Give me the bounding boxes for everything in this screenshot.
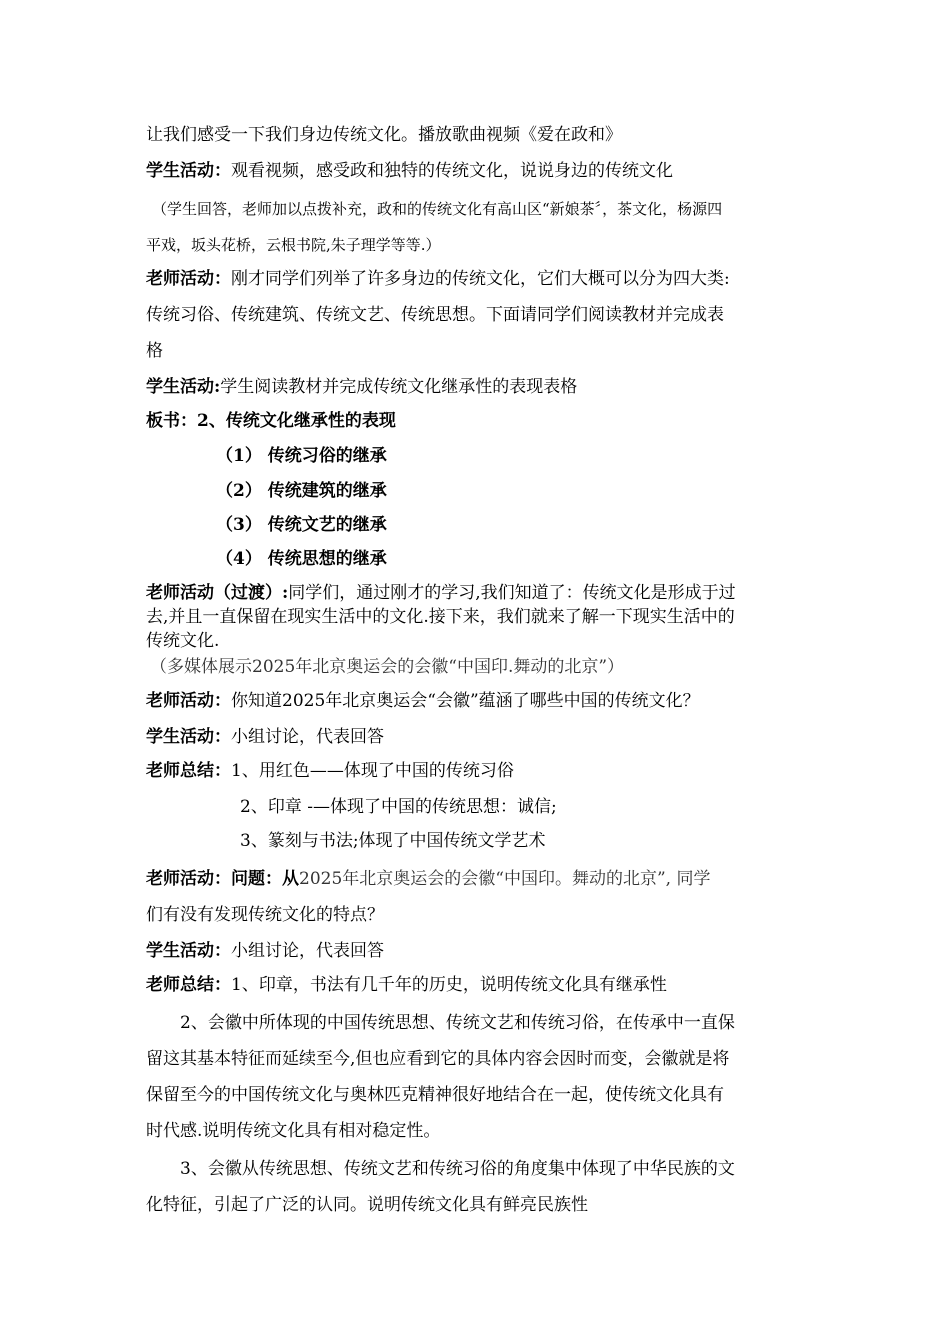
student-activity-line: 学生活动：小组讨论，代表回答	[146, 727, 384, 747]
text-line: 3、会徽从传统思想、传统文艺和传统习俗的角度集中体现了中华民族的文	[180, 1159, 735, 1179]
text-line: 化特征，引起了广泛的认同。说明传统文化具有鲜亮民族性	[146, 1195, 588, 1215]
line-label: 学生活动：	[146, 161, 231, 181]
line-label: 学生活动：	[146, 941, 231, 961]
line-label: 老师活动：问题：从	[146, 869, 299, 889]
teacher-activity-line: 老师活动（过渡）:同学们，通过刚才的学习,我们知道了：传统文化是形成于过	[146, 583, 736, 603]
note-line: （多媒体展示2025年北京奥运会的会徽“中国印.舞动的北京”）	[150, 657, 625, 677]
board-item: （4） 传统思想的继承	[216, 549, 387, 569]
student-activity-line: 学生活动：观看视频，感受政和独特的传统文化，说说身边的传统文化	[146, 161, 673, 181]
teacher-activity-line: 老师活动：你知道2025年北京奥运会“会徽”蕴涵了哪些中国的传统文化？	[146, 691, 700, 711]
summary-item: 2、印章 -—体现了中国的传统思想：诚信;	[240, 797, 557, 817]
board-heading: 板书：2、传统文化继承性的表现	[146, 411, 396, 431]
line-label: 老师总结：	[146, 975, 231, 995]
teacher-summary-line: 老师总结：1、用红色——体现了中国的传统习俗	[146, 761, 514, 781]
note-line: （学生回答，老师加以点拨补充，政和的传统文化有高山区“新娘茶〞，茶文化，杨源四	[152, 200, 723, 218]
teacher-activity-line: 老师活动：刚才同学们列举了许多身边的传统文化，它们大概可以分为四大类:	[146, 269, 730, 289]
text-line: 保留至今的中国传统文化与奥林匹克精神很好地结合在一起，使传统文化具有	[146, 1085, 724, 1105]
line-label: 学生活动：	[146, 727, 231, 747]
line-label: 学生活动:	[146, 377, 221, 397]
board-item: （1） 传统习俗的继承	[216, 446, 387, 466]
teacher-summary-line: 老师总结：1、印章，书法有几千年的历史，说明传统文化具有继承性	[146, 975, 667, 995]
line-label: 老师活动：	[146, 691, 231, 711]
text-line: 们有没有发现传统文化的特点？	[146, 905, 384, 925]
text-line: 传统文化.	[146, 631, 220, 651]
line-label: 老师活动：	[146, 269, 231, 289]
text-line: 留这其基本特征而延续至今,但也应看到它的具体内容会因时而变，会徽就是将	[146, 1049, 730, 1069]
student-activity-line: 学生活动：小组讨论，代表回答	[146, 941, 384, 961]
text-line: 传统习俗、传统建筑、传统文艺、传统思想。下面请同学们阅读教材并完成表	[146, 305, 724, 325]
text-line: 时代感.说明传统文化具有相对稳定性。	[146, 1121, 441, 1141]
teacher-activity-line: 老师活动：问题：从2025年北京奥运会的会徽“中国印。舞动的北京”, 同学	[146, 869, 711, 889]
text-line: 格	[146, 341, 163, 361]
board-item: （3） 传统文艺的继承	[216, 515, 387, 535]
line-label: 老师活动（过渡）:	[146, 583, 289, 603]
note-line: 平戏，坂头花桥，云根书院,朱子理学等等.）	[146, 236, 441, 254]
summary-item: 3、篆刻与书法;体现了中国传统文学艺术	[240, 831, 546, 851]
student-activity-line: 学生活动:学生阅读教材并完成传统文化继承性的表现表格	[146, 377, 578, 397]
text-line: 去,并且一直保留在现实生活中的文化.接下来，我们就来了解一下现实生活中的	[146, 607, 735, 627]
board-item: （2） 传统建筑的继承	[216, 481, 387, 501]
line-label: 老师总结：	[146, 761, 231, 781]
text-line: 让我们感受一下我们身边传统文化。播放歌曲视频《爱在政和》	[146, 125, 622, 145]
text-line: 2、会徽中所体现的中国传统思想、传统文艺和传统习俗，在传承中一直保	[180, 1013, 735, 1033]
